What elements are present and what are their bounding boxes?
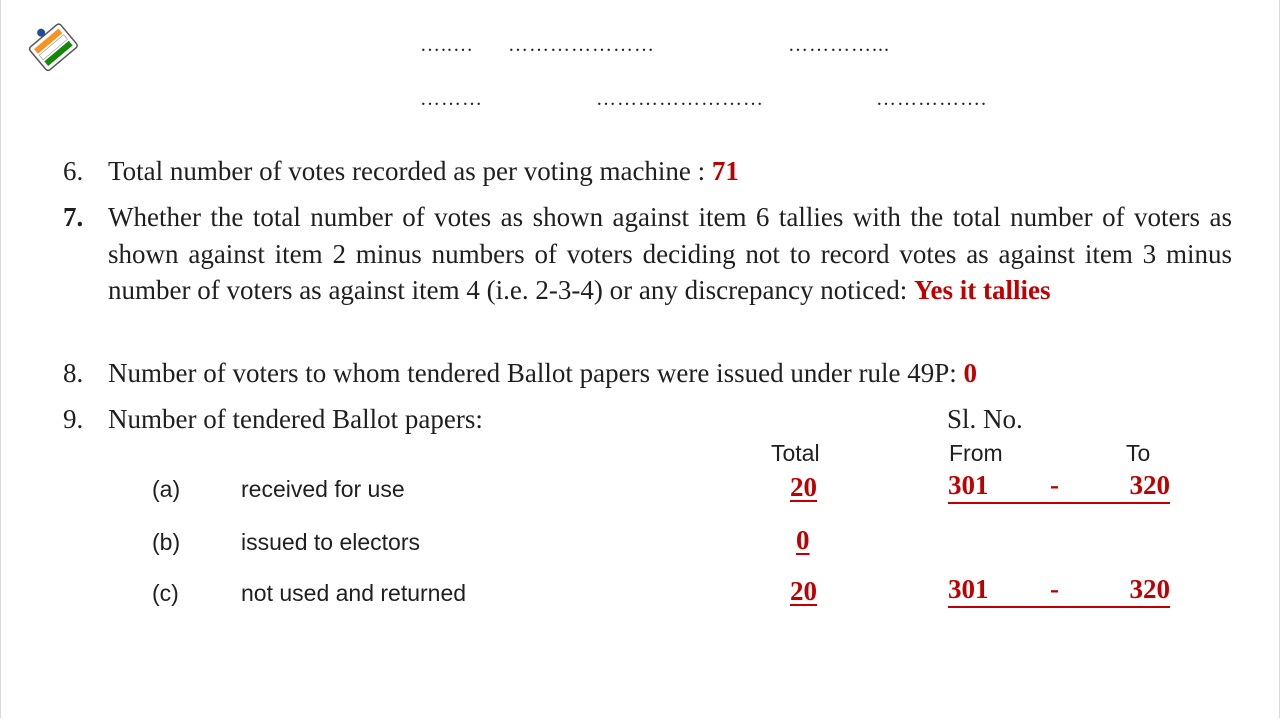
election-commission-logo-icon	[26, 20, 82, 76]
item-8-answer: 0	[963, 358, 978, 388]
item-9-number: 9.	[63, 404, 84, 434]
row-a-to: 320	[1129, 470, 1170, 500]
row-a-from: 301	[948, 470, 989, 500]
item-7-answer: Yes it tallies	[914, 275, 1051, 305]
dotted-line: …………….	[876, 88, 987, 110]
row-c-serial-range	[948, 576, 1170, 608]
item-7-number: 7.	[63, 202, 84, 232]
item-8-text: Number of voters to whom tendered Ballot papers were issued under rule 49P:	[108, 358, 957, 388]
item-7	[108, 199, 1232, 309]
row-c-to: 320	[1129, 574, 1170, 604]
row-a-serial-range	[948, 472, 1170, 504]
row-b-letter: (b)	[152, 529, 181, 555]
row-b-total: 0	[796, 525, 810, 555]
item-6-number: 6.	[63, 156, 84, 186]
dotted-line: …………………	[508, 34, 655, 56]
row-a-letter: (a)	[152, 476, 181, 502]
row-a-total: 20	[790, 472, 817, 502]
item-6-answer: 71	[711, 156, 739, 186]
item-8	[108, 355, 1232, 392]
item-8-number: 8.	[63, 358, 84, 388]
dotted-line: …………...	[788, 34, 890, 56]
dotted-line: ……………………	[596, 88, 764, 110]
item-6	[108, 153, 1232, 190]
header-from: From	[949, 440, 1003, 466]
header-to: To	[1126, 440, 1151, 466]
dotted-line: …..…	[420, 34, 474, 56]
item-9-text: Number of tendered Ballot papers:	[108, 404, 483, 434]
item-6-text: Total number of votes recorded as per voting machine :	[108, 156, 706, 186]
row-c-from: 301	[948, 574, 989, 604]
sl-no-label: Sl. No.	[947, 404, 1023, 434]
row-c-dash: -	[1050, 574, 1059, 604]
row-c-label: not used and returned	[241, 580, 467, 606]
row-c-letter: (c)	[152, 580, 179, 606]
item-7-text: Whether the total number of votes as shown against item 6 tallies with the total number of voters as shown against item 2 minus numbers of voters deciding not to record votes as against item 3 minus number of voters as against item 4 (i.e. 2-3-4) or any discrepancy noticed:	[108, 202, 1232, 305]
header-total: Total	[771, 440, 820, 466]
row-b-label: issued to electors	[241, 529, 420, 555]
dotted-line: ………	[420, 88, 483, 110]
row-a-dash: -	[1050, 470, 1059, 500]
row-a-label: received for use	[241, 476, 405, 502]
row-c-total: 20	[790, 576, 817, 606]
